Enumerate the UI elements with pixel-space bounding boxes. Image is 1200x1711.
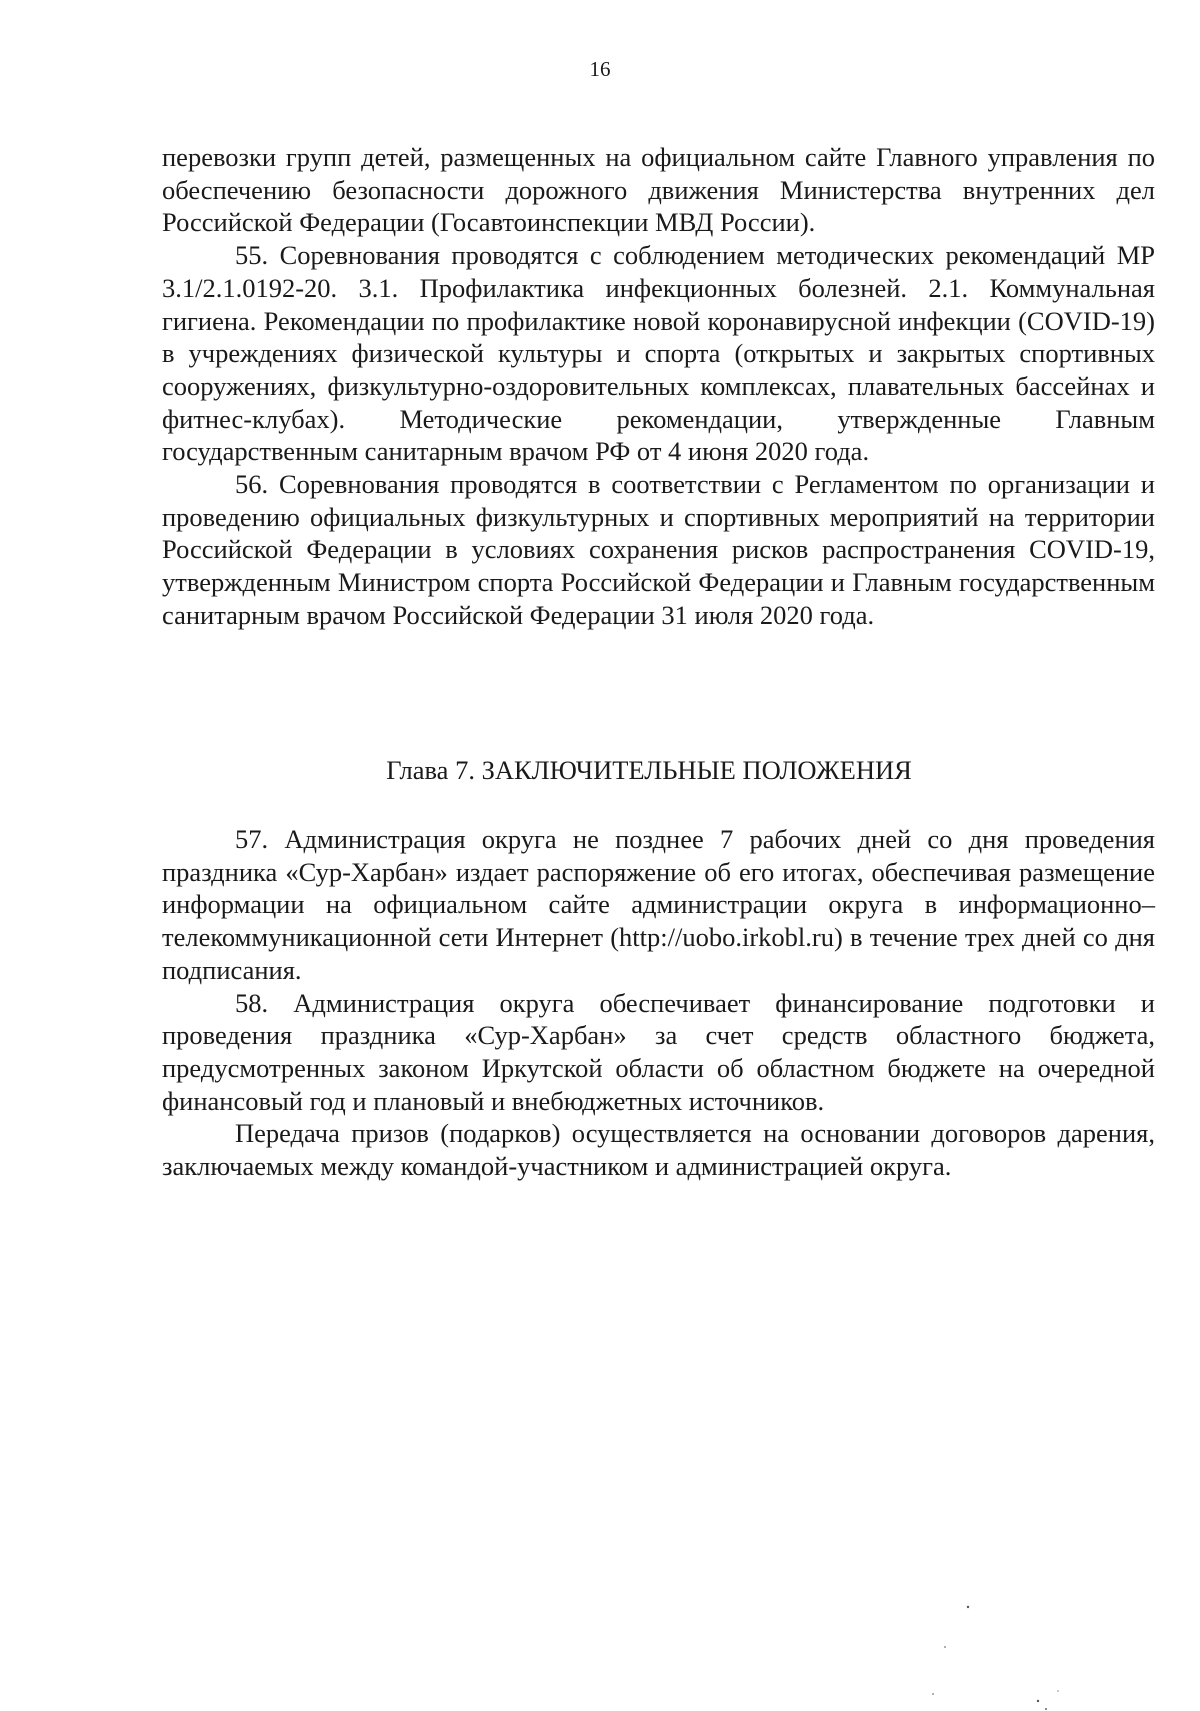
- paragraph-55: 55. Соревнования проводятся с соблюдением методических рекомендаций МР 3.1/2.1.0192-20. 3.1. Профилактика инфекционных болезней. 2.1. Коммунальная гигиена. Рекомендации по профилактике новой коронавирусной инфекции (COVID-19) в учреждениях физической культуры и спорта (открытых и закрытых спортивных сооружениях, физкультурно-оздоровительных комплексах, плавательных бассейнах и фитнес-клубах). Методические рекомендации, утвержденные Главным государственным санитарным врачом РФ от 4 июня 2020 года.: [162, 240, 1155, 467]
- chapter-heading: Глава 7. ЗАКЛЮЧИТЕЛЬНЫЕ ПОЛОЖЕНИЯ: [386, 755, 912, 785]
- paragraph-gift-transfer: Передача призов (подарков) осуществляется на основании договоров дарения, заключаемых между командой-участником и администрацией округа.: [162, 1118, 1155, 1182]
- paragraph-continuation: перевозки групп детей, размещенных на официальном сайте Главного управления по обеспечению безопасности дорожного движения Министерства внутренних дел Российской Федерации (Госавтоинспекции МВД России).: [162, 142, 1155, 238]
- body-text-bottom: [162, 823, 1155, 1183]
- page-number: 16: [589, 57, 611, 81]
- paragraph-56: 56. Соревнования проводятся в соответствии с Регламентом по организации и проведению официальных физкультурных и спортивных мероприятий на территории Российской Федерации в условиях сохранения рисков распространения COVID-19, утвержденным Министром спорта Российской Федерации и Главным государственным санитарным врачом Российской Федерации 31 июля 2020 года.: [162, 469, 1155, 630]
- paragraph-57: 57. Администрация округа не позднее 7 рабочих дней со дня проведения праздника «Сур-Харбан» издает распоряжение об его итогах, обеспечивая размещение информации на официальном сайте администрации округа в информационно–телекоммуникационной сети Интернет (http://uobo.irkobl.ru) в течение трех дней со дня подписания.: [162, 824, 1155, 985]
- body-text-top: [162, 141, 1155, 632]
- paragraph-58: 58. Администрация округа обеспечивает финансирование подготовки и проведения праздника «Сур-Харбан» за счет средств областного бюджета, предусмотренных законом Иркутской области об областном бюджете на очередной финансовый год и плановый и внебюджетных источников.: [162, 987, 1155, 1116]
